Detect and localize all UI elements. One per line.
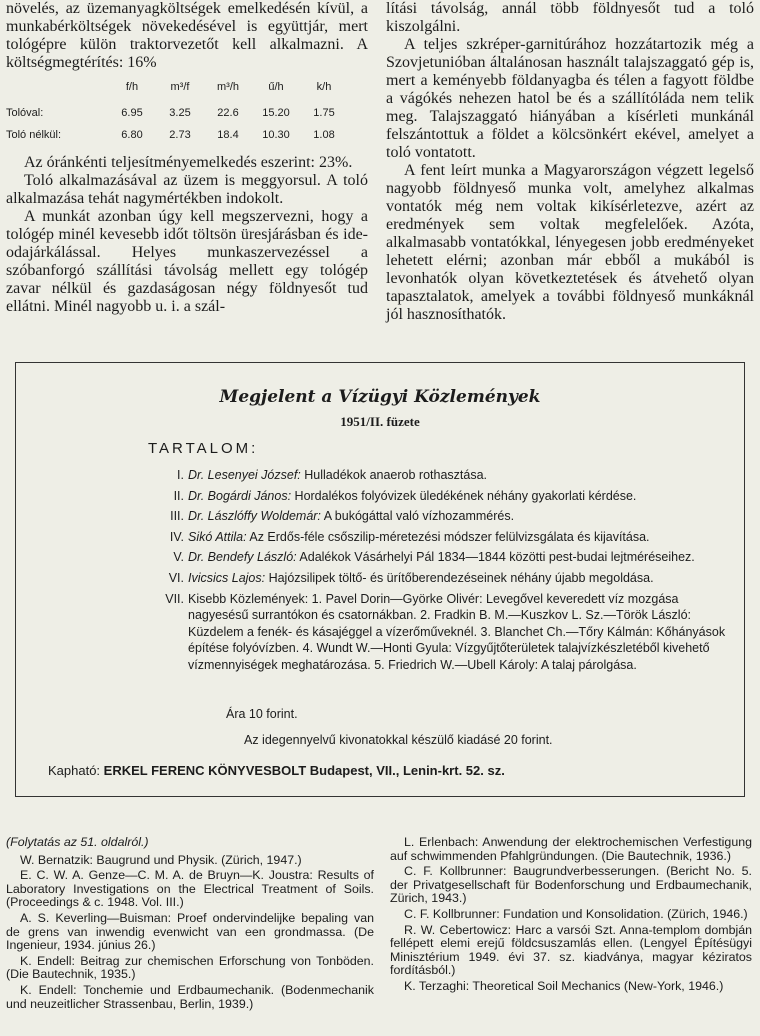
toc-item — [126, 549, 726, 566]
references-left — [6, 836, 374, 1013]
paragraph: Toló alkalmazásával az üzem is meggyorsul. A toló alkalmazása tehát nagymértékben indokolt. — [6, 172, 368, 207]
paragraph: növelés, az üzemanyagköltségek emelkedésén kívül, a munkabérköltségek növekedésével is együttjár, mert tológépre külön traktorvezetőt kell alkalmazni. A költségmegtérítés: 16% — [6, 0, 368, 71]
toc-author: Dr. Bogárdi János: — [188, 488, 292, 503]
paragraph: lítási távolság, annál több földnyesőt tud a toló kiszolgálni. — [386, 0, 754, 35]
table-cell: 6.95 — [121, 107, 143, 119]
toc-item — [126, 529, 726, 546]
left-column — [6, 0, 368, 316]
table-header: ű/h — [268, 81, 284, 93]
table-header — [6, 78, 108, 102]
table-cell: 10.30 — [262, 129, 290, 141]
toc-title: A bukógáttal való vízhozammérés. — [320, 509, 515, 524]
announcement-title: Megjelent a Vízügyi Közlemények — [219, 387, 541, 407]
row-label: Tolóval: — [6, 107, 44, 119]
reference-item: L. Erlenbach: Anwendung der elektrochemischen Verfestigung auf schwimmenden Pfahlgründungen. (Die Bautechnik, 1936.) — [390, 835, 752, 863]
cost-table — [6, 78, 348, 146]
table-header: m³/f — [170, 81, 190, 93]
announcement-box — [15, 362, 745, 797]
toc-item — [126, 591, 726, 674]
right-column — [386, 0, 754, 324]
availability — [48, 763, 505, 778]
reference-item: A. S. Keverling—Buisman: Proef ondervindelijke bepaling van de grens van inwendig evenwicht van een grondmassa. (De Ingenieur, 1934. június 26.) — [6, 910, 374, 953]
toc-title: Hordalékos folyóvizek üledékének néhány gyakorlati kérdése. — [291, 488, 637, 503]
toc-author: Dr. Lászlóffy Woldemár: — [188, 509, 321, 524]
toc-item — [126, 467, 726, 484]
reference-item: C. F. Kollbrunner: Baugrundverbesserungen. (Bericht No. 5. der Privatgesellschaft für Bodenforschung und Erdbaumechanik, Zürich, 1943.) — [390, 864, 752, 906]
table-cell: 6.80 — [121, 129, 143, 141]
reference-item: E. C. W. A. Genze—C. M. A. de Bruyn—K. Joustra: Results of Laboratory Investigations on the Electrical Treatment of Soils. (Proceedings & c. 1948. Vol. III.) — [6, 868, 374, 910]
continuation-note: (Folytatás az 51. oldalról.) — [6, 835, 149, 849]
toc-number: IV. — [169, 529, 184, 544]
references-right — [390, 836, 752, 996]
table-cell: 3.25 — [169, 107, 191, 119]
table-cell: 22.6 — [217, 107, 239, 119]
availability-text: ERKEL FERENC KÖNYVESBOLT Budapest, VII., Lenin-krt. 52. sz. — [103, 763, 505, 778]
table-header: k/h — [316, 81, 332, 93]
row-label: Toló nélkül: — [6, 129, 62, 141]
toc-number: VI. — [168, 570, 184, 585]
toc-item — [126, 508, 726, 525]
table-cell: 15.20 — [262, 107, 290, 119]
toc-number: II. — [173, 488, 184, 503]
toc-title: Hulladékok anaerob rothasztása. — [300, 468, 488, 482]
toc-number: V. — [173, 550, 184, 565]
paragraph: A teljes szkréper-garnitúrához hozzátartozik még a Szovjetunióban általánosan használt talajszaggató gép is, mert a keményebb földanyagba és télen a fagyott földbe a vágókés nehezen hatol be és a szállítóláda nem telik meg. Talajszaggató hiányában a kísérleti munkánál felszántottuk a földet a kölcsönkért ekével, amelyet a toló vontatott. — [386, 36, 754, 161]
reference-item: C. F. Kollbrunner: Fundation und Konsolidation. (Zürich, 1946.) — [404, 906, 748, 921]
table-row — [6, 102, 348, 124]
paragraph: A munkát azonban úgy kell megszervezni, hogy a tológép minél kevesebb időt töltsön üresjárásban és ide-odajárkálással. Helyes munkaszervezéssel a szóbanforgó szállítási távolság mellett egy tológép zavar nélkül és gazdaságosan négy földnyesőt tud ellátni. Minél nagyobb u. i. a szál- — [6, 208, 368, 315]
reference-item: K. Endell: Tonchemie und Erdbaumechanik. (Bodenmechanik und neuzeitlicher Strassenbau, Berlin, 1939.) — [6, 982, 374, 1011]
table-cell: 18.4 — [217, 129, 239, 141]
toc-author: Sikó Attila: — [188, 529, 247, 544]
paragraph: A fent leírt munka a Magyarországon végzett legelső nagyobb földnyeső munka volt, amelyhez alkalmas vontatók még nem voltak kikísérletezve, azért az eredmények sem voltak megfelelőek. Azóta, alkalmasabb vontatókkal, lényegesen jobb eredményeket lehetett elérni; azonban már ebből a mukából is levonhatók olyan következtetések és átvehető olyan tapasztalatok, amelyek a további földnyeső munkáknál jól hasznosíthatók. — [386, 162, 754, 323]
reference-item: K. Terzaghi: Theoretical Soil Mechanics (New-York, 1946.) — [404, 978, 724, 993]
table-row — [6, 124, 348, 146]
table-header-row — [6, 78, 348, 102]
table-cell: 1.75 — [313, 107, 335, 119]
toc-title: Kisebb Közlemények: 1. Pavel Dorin—Györke Olivér: Levegővel keveredett víz mozgása nagyesésű surrantókon és csatornákban. 2. Fradkin B. M.—Kuszkov L. Sz.—Török László: Küzdelem a fenék- és kásajéggel a vízerőműveknél. 3. Blanchet Ch.—Tőry Kálmán: Kőhányások építése folyóvízben. 4. Wundt W.—Honti Gyula: Vízgyűjtőterületek talajvízkészletéből kivehető vízmennyiségek meghatározása. 5. Friedrich W.—Ubell Károly: A talaj párolgása. — [188, 591, 726, 672]
toc-number: VII. — [165, 591, 184, 606]
price-foreign: Az idegennyelvű kivonatokkal készülő kiadásé 20 forint. — [244, 733, 553, 747]
toc-item — [126, 570, 726, 587]
table-of-contents — [126, 467, 726, 678]
toc-author: Dr. Bendefy László: — [188, 550, 297, 565]
toc-title: Hajózsilipek töltő- és ürítőberendezéseinek néhány újabb megoldása. — [265, 570, 654, 585]
paragraph: Az óránkénti teljesítményemelkedés eszerint: 23%. — [24, 154, 353, 171]
toc-author: Ivicsics Lajos: — [188, 570, 266, 585]
table-header: m³/h — [217, 81, 239, 93]
table-cell: 2.73 — [169, 129, 191, 141]
reference-item: W. Bernatzik: Baugrund und Physik. (Zürich, 1947.) — [20, 852, 302, 867]
toc-heading: TARTALOM: — [148, 440, 259, 457]
issue-label: 1951/II. füzete — [340, 414, 420, 429]
toc-title: Az Erdős-féle csőszilip-méretezési módszer felülvizsgálata és kijavítása. — [246, 529, 650, 544]
toc-title: Adalékok Vásárhelyi Pál 1834—1844 közötti pest-budai lejtméréseihez. — [296, 550, 695, 565]
toc-number: III. — [170, 509, 184, 524]
toc-number: I. — [177, 468, 184, 482]
availability-label: Kapható: — [48, 763, 101, 778]
price: Ára 10 forint. — [226, 707, 298, 721]
reference-item: R. W. Cebertowicz: Harc a varsói Szt. Anna-templom dombján fellépett elemi erejű földcsuszamlás ellen. (Lengyel Építésügyi Minisztérium 1949. évi 37. sz. kiadványa, magyar kéziratos fordításból.) — [390, 922, 752, 978]
toc-author: Dr. Lesenyei József: — [188, 468, 301, 482]
table-header: f/h — [125, 81, 139, 93]
reference-item: K. Endell: Beitrag zur chemischen Erforschung von Tonböden. (Die Bautechnik, 1935.) — [6, 953, 374, 982]
table-cell: 1.08 — [313, 129, 335, 141]
toc-item — [126, 488, 726, 505]
